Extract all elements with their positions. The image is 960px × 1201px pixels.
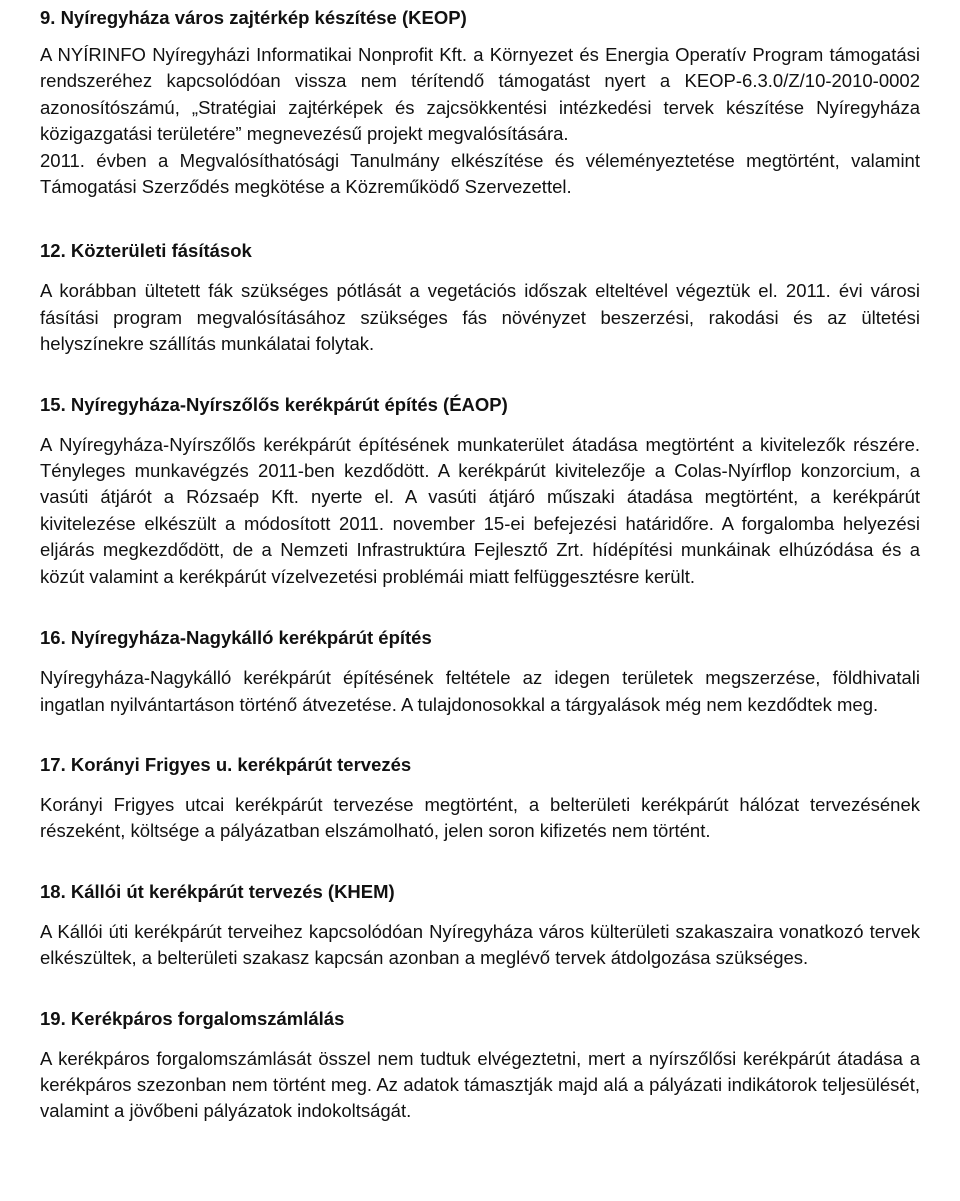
section-noise-map xyxy=(40,0,920,200)
section-heading: 9. Nyíregyháza város zajtérkép készítése (KEOP) xyxy=(40,7,467,28)
section-heading: 16. Nyíregyháza-Nagykálló kerékpárút építés xyxy=(40,627,432,649)
section-paragraph: A korábban ültetett fák szükséges pótlását a vegetációs időszak elteltével végeztük el. 2011. évi városi fásítási program megvalósításához szükséges fás növényzet beszerzési, rakodási és az ültetési helyszínekre szállítás munkálatai folytak. xyxy=(40,280,920,355)
section-heading: 19. Kerékpáros forgalomszámlálás xyxy=(40,1007,345,1029)
section-nyirszolos-bikepath xyxy=(40,392,920,590)
section-bike-traffic-count xyxy=(40,1006,920,1125)
section-paragraph: 2011. évben a Megvalósíthatósági Tanulmány elkészítése és véleményeztetése megtörtént, valamint Támogatási Szerződés megkötése a Közreműködő Szervezettel. xyxy=(40,149,920,198)
section-paragraph: A NYÍRINFO Nyíregyházi Informatikai Nonprofit Kft. a Környezet és Energia Operatív Program támogatási rendszeréhez kapcsolódóan vissza nem térítendő támogatást nyert a KEOP-6.3.0/Z/10-2010-0002 azonosítószámú, „Stratégiai zajtérképek és zajcsökkentési intézkedési tervek készítése Nyíregyháza közigazgatási területére” megnevezésű projekt megvalósítására. xyxy=(40,44,920,145)
section-paragraph: Korányi Frigyes utcai kerékpárút tervezése megtörtént, a belterületi kerékpárút hálózat tervezésének részeként, költsége a pályázatban elszámolható, jelen soron kifizetés nem történt. xyxy=(40,793,920,842)
section-paragraph: A kerékpáros forgalomszámlását összel nem tudtuk elvégeztetni, mert a nyírszőlősi kerékpárút átadása a kerékpáros szezonban nem történt meg. Az adatok támasztják majd alá a pályázati indikátorok teljesülését, valamint a jövőbeni pályázatok indokoltságát. xyxy=(40,1047,920,1122)
section-paragraph: A Nyíregyháza-Nyírszőlős kerékpárút építésének munkaterület átadása megtörtént a kivitelezők részére. Tényleges munkavégzés 2011-ben kezdődött. A kerékpárút kivitelezője a Colas-Nyírflop konzorcium, a vasúti átjárót a Rózsaép Kft. nyerte el. A vasúti átjáró műszaki átadása megtörtént, a kerékpárút kivitelezése elkészült a módosított 2011. november 15-ei befejezési határidőre. A forgalomba helyezési eljárás megkezdődött, de a Nemzeti Infrastruktúra Fejlesztő Zrt. hídépítési munkáinak elhúzódása és a közút valamint a kerékpárút vízelvezetési problémái miatt felfüggesztésre került. xyxy=(40,433,920,587)
section-heading: 18. Kállói út kerékpárút tervezés (KHEM) xyxy=(40,880,395,902)
section-heading: 17. Korányi Frigyes u. kerékpárút tervezés xyxy=(40,753,412,775)
section-koranyi-bikepath xyxy=(40,752,920,845)
section-paragraph: A Kállói úti kerékpárút terveihez kapcsolódóan Nyíregyháza város külterületi szakaszaira vonatkozó tervek elkészültek, a belterületi szakasz kapcsán azonban a meglévő tervek átdolgozása szükséges. xyxy=(40,920,920,969)
section-kalloi-bikepath xyxy=(40,879,920,972)
document-page xyxy=(40,0,920,1125)
section-tree-planting xyxy=(40,238,920,357)
section-nagykallo-bikepath xyxy=(40,625,920,718)
section-heading: 12. Közterületi fásítások xyxy=(40,240,252,262)
section-heading: 15. Nyíregyháza-Nyírszőlős kerékpárút építés (ÉAOP) xyxy=(40,393,508,415)
section-paragraph: Nyíregyháza-Nagykálló kerékpárút építésének feltétele az idegen területek megszerzése, földhivatali ingatlan nyilvántartáson történő átvezetése. A tulajdonosokkal a tárgyalások még nem kezdődtek meg. xyxy=(40,667,920,715)
